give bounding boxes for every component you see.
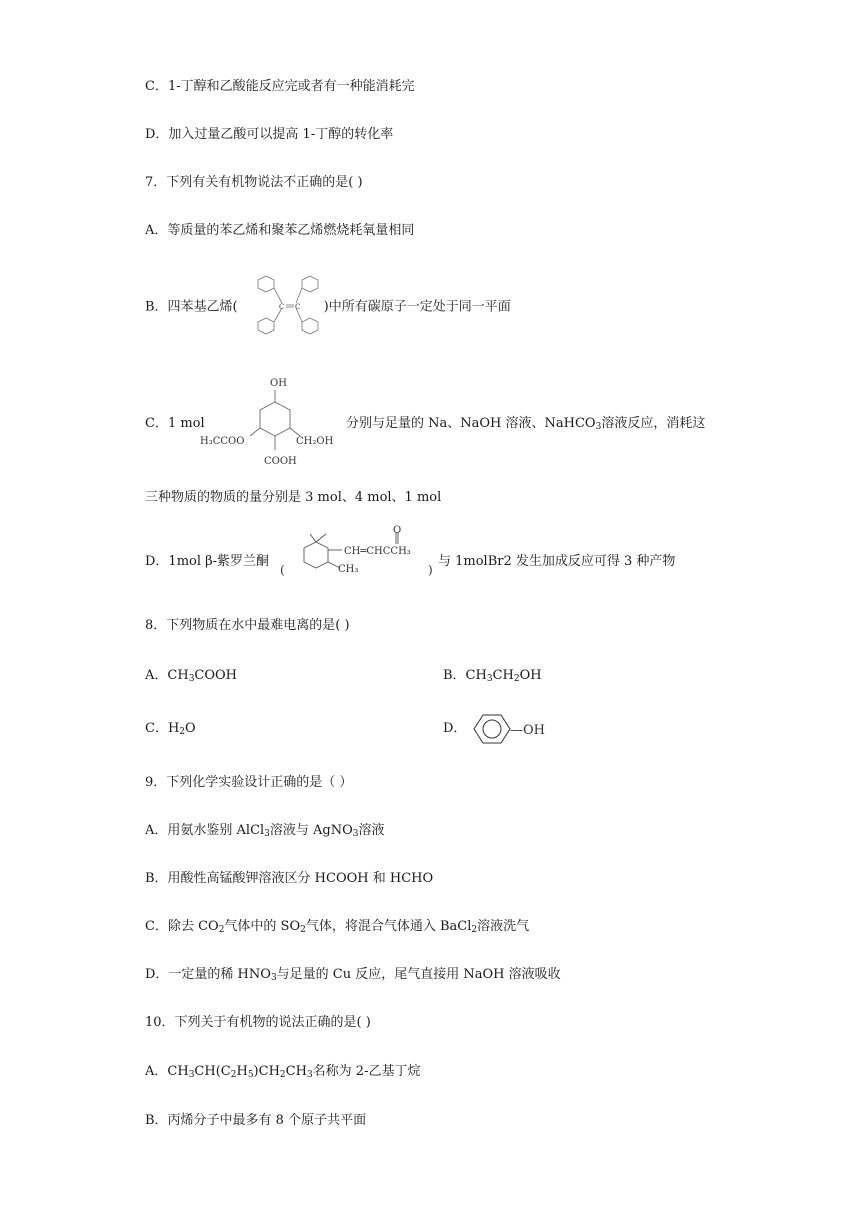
text: A．用氨水鉴别 AlCl — [145, 823, 265, 838]
sub-3: 3 — [306, 1070, 313, 1080]
hydroxymethyl-group-label: CH₂OH — [296, 436, 334, 447]
option-8d — [443, 720, 466, 738]
option-8b — [443, 667, 542, 685]
tetraphenyl-c-right: C — [295, 303, 301, 311]
option-7c-continued: 三种物质的物质的量分别是 3 mol、4 mol、1 mol — [145, 490, 442, 505]
sub-2: 2 — [218, 925, 225, 935]
text: CH — [285, 1064, 307, 1079]
sub-2: 2 — [300, 925, 306, 935]
question-8: 8．下列物质在水中最难电离的是( ) — [145, 618, 350, 633]
text: H — [236, 1064, 248, 1079]
option-7c-text-a: 分别与足量的 Na、NaOH 溶液、NaHCO — [346, 416, 596, 431]
option-7b-prefix: B．四苯基乙烯( — [145, 299, 238, 315]
text: C．除去 CO — [145, 919, 219, 934]
option-10b: B．丙烯分子中最多有 8 个原子共平面 — [145, 1113, 367, 1128]
sub-2: 2 — [471, 925, 478, 935]
text: 气体中的 SO — [224, 919, 301, 934]
text: CH(C — [194, 1064, 231, 1079]
sub-3: 3 — [188, 1070, 195, 1080]
question-10: 10．下列关于有机物的说法正确的是( ) — [145, 1015, 371, 1030]
text: A．CH — [145, 668, 189, 683]
option-9a — [145, 822, 385, 840]
option-7a: A．等质量的苯乙烯和聚苯乙烯燃烧耗氧量相同 — [145, 223, 415, 238]
option-7d-suffix: 与 1molBr2 发生加成反应可得 3 种产物 — [438, 554, 676, 569]
carboxyl-group-label: COOH — [264, 456, 297, 467]
acetoxy-benzoic-structure — [200, 372, 350, 472]
phenol-structure — [466, 711, 566, 747]
text: OH — [519, 668, 542, 683]
paren-close: ) — [428, 563, 433, 577]
text: A．CH — [145, 1064, 189, 1079]
text: D． — [443, 721, 467, 736]
sub-3: 3 — [486, 674, 493, 684]
sub-3: 3 — [264, 829, 270, 839]
option-7b-suffix: )中所有碳原子一定处于同一平面 — [323, 299, 511, 315]
sub-3: 3 — [270, 973, 277, 983]
beta-ionone-structure — [276, 525, 446, 580]
ionone-methyl: CH₃ — [338, 564, 359, 575]
paren-open: ( — [280, 563, 285, 577]
phenol-oh-label: —OH — [510, 723, 545, 738]
sub-3: 3 — [188, 674, 195, 684]
option-7d-prefix: D．1mol β-紫罗兰酮 — [145, 554, 270, 569]
sub-5: 5 — [247, 1070, 254, 1080]
text: C．H — [145, 721, 180, 736]
text: B．CH — [443, 668, 487, 683]
sub-2: 2 — [279, 1070, 286, 1080]
sub-2: 2 — [230, 1070, 237, 1080]
option-8a — [145, 667, 237, 685]
option-10a — [145, 1063, 420, 1081]
option-7d — [145, 553, 269, 571]
sub-3: 3 — [352, 829, 359, 839]
option-8c — [145, 720, 196, 738]
text: D．一定量的稀 HNO — [145, 967, 271, 982]
text: CH — [492, 668, 514, 683]
option-6c: C．1-丁醇和乙酸能反应完或者有一种能消耗完 — [145, 79, 415, 94]
option-7c-suffix — [346, 415, 705, 433]
ionone-chain: CH═CHCCH₃ — [344, 546, 411, 557]
text: 溶液与 AgNO — [269, 823, 353, 838]
question-7: 7．下列有关有机物说法不正确的是( ) — [145, 175, 363, 190]
acetoxy-group-label: H₃CCOO — [200, 436, 245, 447]
option-6d: D．加入过量乙酸可以提高 1-丁醇的转化率 — [145, 127, 394, 142]
option-9c — [145, 918, 529, 936]
text: COOH — [194, 668, 238, 683]
text: 与足量的 Cu 反应，尾气直接用 NaOH 溶液吸收 — [276, 967, 561, 982]
option-9d — [145, 966, 561, 984]
oh-group-label: OH — [270, 378, 287, 389]
option-7c — [145, 415, 205, 433]
question-9: 9．下列化学实验设计正确的是（ ） — [145, 775, 353, 790]
tetraphenyl-c-left: C — [279, 303, 285, 311]
tetraphenylethylene-structure — [246, 270, 338, 342]
text: )CH — [253, 1064, 280, 1079]
text: 溶液洗气 — [477, 919, 530, 934]
sub-2: 2 — [179, 727, 186, 737]
text: O — [185, 721, 196, 736]
ionone-oxygen: O — [393, 525, 402, 536]
option-9b: B．用酸性高锰酸钾溶液区分 HCOOH 和 HCHO — [145, 871, 434, 886]
text: 气体，将混合气体通入 BaCl — [305, 919, 472, 934]
sub-2: 2 — [513, 674, 520, 684]
sub-3: 3 — [595, 422, 602, 432]
text: 名称为 2-乙基丁烷 — [312, 1064, 421, 1079]
option-7c-prefix: C．1 mol — [145, 416, 205, 431]
option-7c-text-b: 溶液反应，消耗这 — [601, 416, 706, 431]
text: 溶液 — [358, 823, 385, 838]
